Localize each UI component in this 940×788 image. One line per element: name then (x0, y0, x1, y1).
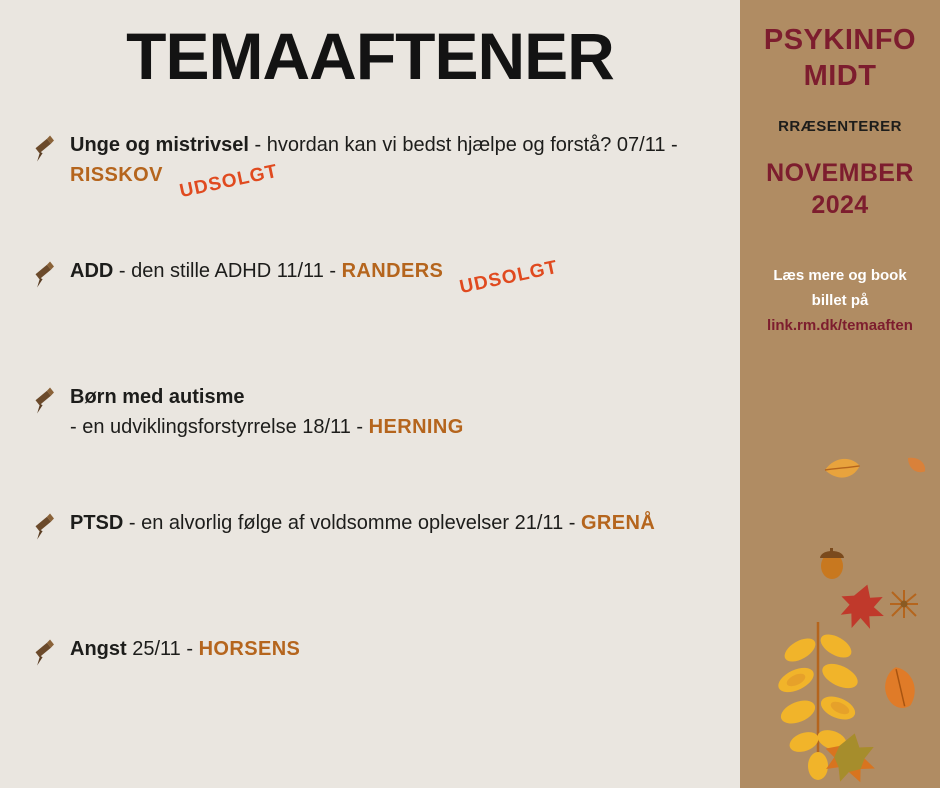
event-desc: - hvordan kan vi bedst hjælpe og forstå? 07/11 - (248, 134, 678, 156)
event-desc: - den stille ADHD 11/11 - (113, 260, 342, 282)
event-place: HERNING (368, 416, 464, 438)
booking-line-1: Læs mere og book (773, 267, 907, 284)
event-desc: - en udviklingsforstyrrelse 18/11 - (70, 416, 369, 438)
list-item (30, 634, 740, 712)
booking-info (740, 263, 940, 338)
list-item (30, 130, 740, 208)
presents-label: RRÆSENTERER (778, 118, 902, 135)
event-desc: 25/11 - (126, 638, 199, 660)
pushpin-icon (30, 512, 60, 540)
year-label: 2024 (811, 191, 869, 219)
brand-line-2: MIDT (803, 60, 877, 92)
list-item (30, 508, 740, 586)
month-label: NOVEMBER (766, 159, 914, 187)
event-title: ADD (70, 260, 114, 282)
pushpin-icon (30, 638, 60, 666)
event-place: RISSKOV (70, 164, 163, 186)
event-text (70, 130, 740, 203)
event-text (70, 256, 740, 299)
event-title: Børn med autisme (70, 386, 245, 408)
list-item (30, 382, 740, 460)
pushpin-icon (30, 260, 60, 288)
event-place: RANDERS (341, 260, 444, 282)
event-title: Angst (70, 638, 127, 660)
sidebar (740, 0, 940, 788)
status-badge: UDSOLGT (458, 256, 561, 299)
brand-line-1: PSYKINFO (763, 24, 917, 56)
event-text (70, 508, 740, 538)
event-desc: - en alvorlig følge af voldsomme oplevelser 21/11 - (123, 512, 581, 534)
date-block (740, 157, 940, 221)
page-title: TEMAAFTENER (126, 19, 614, 93)
event-text (70, 634, 740, 664)
event-list (0, 130, 740, 712)
autumn-leaves-decoration (740, 440, 940, 788)
booking-line-2: billet på (811, 292, 869, 309)
pushpin-icon (30, 386, 60, 414)
status-badge: UDSOLGT (177, 160, 280, 203)
pushpin-icon (30, 134, 60, 162)
event-text (70, 382, 740, 442)
brand-name (740, 22, 940, 94)
event-title: Unge og mistrivsel (70, 134, 249, 156)
event-place: HORSENS (198, 638, 301, 660)
booking-link[interactable]: link.rm.dk/temaaften (767, 317, 913, 334)
event-title: PTSD (70, 512, 124, 534)
list-item (30, 256, 740, 334)
event-place: GRENÅ (580, 512, 656, 534)
